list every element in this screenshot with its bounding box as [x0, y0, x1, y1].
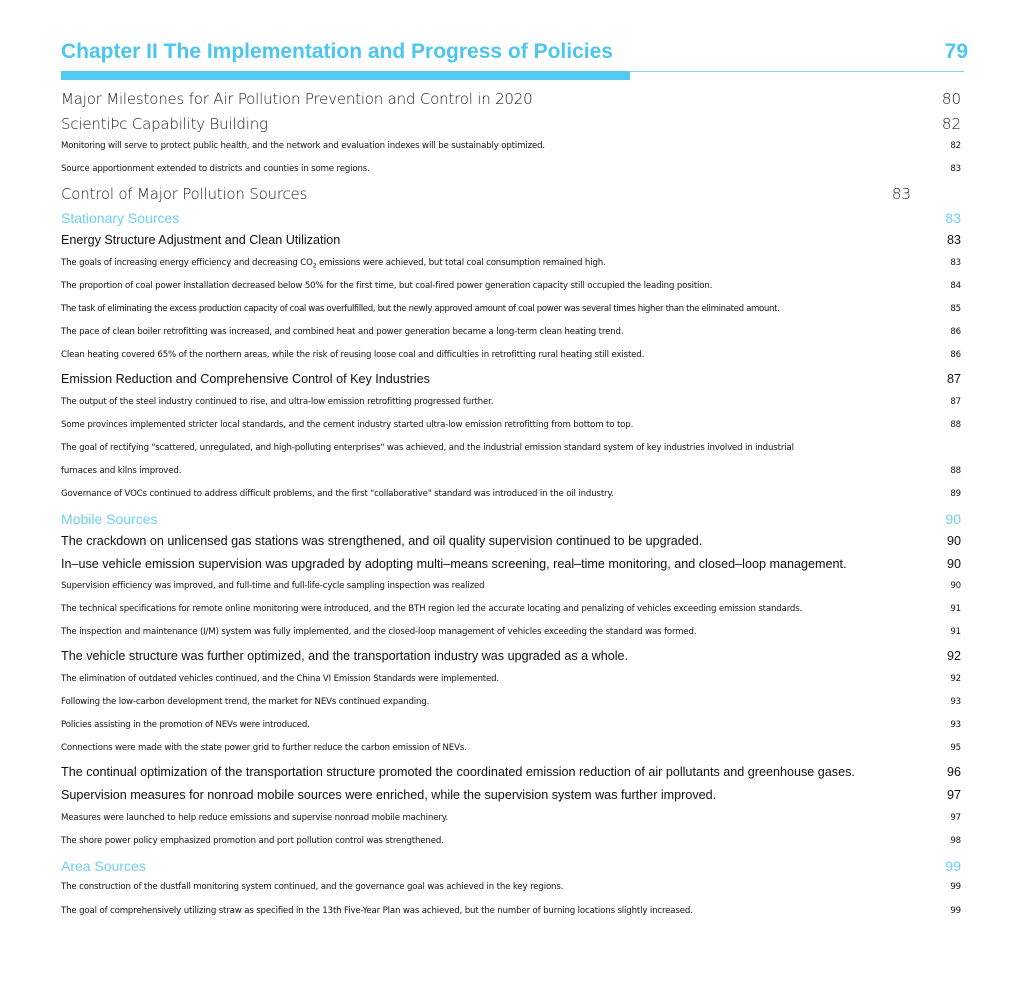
toc-entry-title: The construction of the dustfall monitoring system continued, and the governance goal was achieved in the key regions. — [61, 882, 564, 892]
toc-section-page: 83 — [945, 210, 961, 226]
toc-entry-title: Connections were made with the state power grid to further reduce the carbon emission of NEVs. — [61, 743, 467, 753]
toc-entry-item[interactable] — [61, 882, 961, 894]
toc-subsection-page: 92 — [946, 649, 961, 663]
toc-entry-item[interactable] — [61, 813, 961, 825]
toc-entry-item[interactable] — [61, 697, 961, 709]
toc-entry-title: The pace of clean boiler retrofitting was increased, and combined heat and power generation became a long-term clean heating trend. — [61, 327, 624, 337]
toc-entry-item[interactable] — [61, 720, 961, 732]
toc-subsection-title: The crackdown on unlicensed gas stations was strengthened, and oil quality supervision continued to be upgraded. — [61, 534, 703, 548]
toc-subsection-in-use-vehicles[interactable] — [61, 557, 961, 573]
toc-entry-title: Governance of VOCs continued to address difficult problems, and the first "collaborative" standard was introduced in the oil industry. — [61, 489, 614, 499]
toc-entry-page: 89 — [950, 489, 961, 499]
toc-entry-title: Measures were launched to help reduce emissions and supervise nonroad mobile machinery. — [61, 813, 449, 823]
toc-subsection-page: 87 — [946, 372, 961, 386]
toc-entry-page: 88 — [950, 466, 961, 476]
toc-entry-page: 99 — [950, 882, 961, 892]
toc-section-title: Mobile Sources — [61, 511, 158, 527]
toc-entry-item[interactable] — [61, 258, 961, 270]
toc-subsection-title: The vehicle structure was further optimized, and the transportation industry was upgraded as a whole. — [61, 649, 629, 663]
toc-subsection-gas-stations[interactable] — [61, 534, 961, 550]
toc-entry-page: 83 — [950, 164, 961, 174]
toc-entry-item[interactable] — [61, 397, 961, 409]
toc-entry-page: 83 — [891, 185, 911, 203]
toc-entry-item-line1[interactable] — [61, 443, 961, 455]
toc-entry-item[interactable] — [61, 906, 961, 918]
toc-subsection-title: In–use vehicle emission supervision was upgraded by adopting multi–means screening, real–time monitoring, and closed–loop management. — [61, 557, 847, 571]
toc-entry-page: 93 — [950, 720, 961, 730]
toc-subsection-title: Emission Reduction and Comprehensive Control of Key Industries — [61, 372, 430, 386]
toc-entry-title: Major Milestones for Air Pollution Prevention and Control in 2020 — [61, 90, 533, 108]
toc-subsection-vehicle-structure[interactable] — [61, 649, 961, 665]
toc-entry-item[interactable] — [61, 836, 961, 848]
toc-entry-page: 87 — [950, 397, 961, 407]
toc-entry-page: 82 — [941, 115, 961, 133]
toc-entry-title: The technical specifications for remote online monitoring were introduced, and the BTH region led the accurate locating and penalizing of vehicles exceeding emission standards. — [61, 604, 803, 614]
toc-entry-title-part: The goals of increasing energy efficiency and decreasing CO — [61, 258, 313, 268]
toc-entry-title: Following the low-carbon development trend, the market for NEVs continued expanding. — [61, 697, 430, 707]
toc-subsection-page: 90 — [946, 557, 961, 571]
toc-entry-title: Control of Major Pollution Sources — [61, 185, 308, 203]
header-rule-bar — [61, 71, 630, 80]
toc-section-mobile-sources[interactable] — [61, 511, 961, 529]
toc-entry-title — [61, 258, 606, 270]
toc-entry-title: Clean heating covered 65% of the northern areas, while the risk of reusing loose coal and difficulties in retrofitting rural heating still existed. — [61, 350, 645, 360]
toc-section-page: 99 — [945, 858, 961, 874]
toc-entry-page: 91 — [950, 627, 961, 637]
toc-entry-page: 99 — [950, 906, 961, 916]
chapter-page-number: 79 — [944, 40, 968, 63]
toc-entry-major-pollution-sources[interactable] — [61, 185, 911, 205]
toc-entry-item[interactable] — [61, 164, 961, 176]
toc-entry-page: 86 — [950, 350, 961, 360]
toc-entry-page: 88 — [950, 420, 961, 430]
toc-subsection-key-industries[interactable] — [61, 372, 961, 388]
toc-entry-major-milestones[interactable] — [61, 90, 961, 110]
toc-section-area-sources[interactable] — [61, 858, 961, 876]
toc-section-stationary-sources[interactable] — [61, 210, 961, 228]
toc-entry-title: The goal of rectifying "scattered, unregulated, and high-polluting enterprises" was achieved, and the industrial emission standard system of key industries involved in industrial — [61, 443, 794, 453]
toc-section-title: Area Sources — [61, 858, 146, 874]
toc-entry-page: 86 — [950, 327, 961, 337]
toc-subsection-transportation-structure[interactable] — [61, 765, 961, 781]
toc-entry-page: 83 — [950, 258, 961, 268]
toc-entry-title: Supervision efficiency was improved, and full-time and full-life-cycle sampling inspection was realized — [61, 581, 485, 591]
toc-entry-page: 95 — [950, 743, 961, 753]
toc-entry-page: 91 — [950, 604, 961, 614]
toc-entry-item-line2[interactable] — [61, 466, 961, 478]
toc-entry-title: Source apportionment extended to districts and counties in some regions. — [61, 164, 370, 174]
toc-section-page: 90 — [945, 511, 961, 527]
toc-subsection-nonroad-sources[interactable] — [61, 788, 961, 804]
toc-entry-title: furnaces and kilns improved. — [61, 466, 182, 476]
chapter-header — [61, 40, 968, 72]
toc-entry-scientific-capability[interactable] — [61, 115, 961, 135]
toc-entry-item[interactable] — [61, 350, 961, 362]
toc-entry-item[interactable] — [61, 581, 961, 593]
toc-entry-title-part: emissions were achieved, but total coal consumption remained high. — [316, 258, 606, 268]
toc-entry-page: 98 — [950, 836, 961, 846]
toc-entry-title: The task of eliminating the excess production capacity of coal was overfulfilled, but the newly approved amount of coal power was several times higher than the eliminated amount. — [61, 304, 780, 314]
toc-entry-item[interactable] — [61, 304, 961, 316]
toc-entry-title: Policies assisting in the promotion of NEVs were introduced. — [61, 720, 310, 730]
chapter-title: Chapter II The Implementation and Progress of Policies — [61, 40, 613, 63]
toc-section-title: Stationary Sources — [61, 210, 180, 226]
toc-entry-item[interactable] — [61, 743, 961, 755]
toc-subsection-page: 96 — [946, 765, 961, 779]
toc-entry-title: The shore power policy emphasized promotion and port pollution control was strengthened. — [61, 836, 444, 846]
toc-entry-item[interactable] — [61, 674, 961, 686]
toc-entry-title: Monitoring will serve to protect public health, and the network and evaluation indexes will be sustainably optimized. — [61, 141, 545, 151]
toc-entry-page: 82 — [950, 141, 961, 151]
toc-entry-page: 90 — [950, 581, 961, 591]
toc-subsection-page: 97 — [946, 788, 961, 802]
toc-entry-title: The elimination of outdated vehicles continued, and the China VI Emission Standards were implemented. — [61, 674, 499, 684]
toc-entry-item[interactable] — [61, 489, 961, 501]
toc-entry-title: The proportion of coal power installation decreased below 50% for the first time, but coal-fired power generation capacity still occupied the leading position. — [61, 281, 713, 291]
toc-entry-page: 85 — [950, 304, 961, 314]
toc-entry-item[interactable] — [61, 627, 961, 639]
toc-entry-item[interactable] — [61, 141, 961, 153]
toc-entry-page: 97 — [950, 813, 961, 823]
toc-subsection-title: Supervision measures for nonroad mobile sources were enriched, while the supervision system was further improved. — [61, 788, 717, 802]
toc-entry-page: 92 — [950, 674, 961, 684]
toc-entry-title: Some provinces implemented stricter local standards, and the cement industry started ultra-low emission retrofitting from bottom to top. — [61, 420, 634, 430]
toc-subsection-energy-structure[interactable] — [61, 233, 961, 249]
toc-subsection-page: 90 — [946, 534, 961, 548]
toc-entry-title: ScientiÞc Capability Building — [61, 115, 268, 133]
toc-subsection-title: Energy Structure Adjustment and Clean Utilization — [61, 233, 341, 247]
toc-entry-item[interactable] — [61, 281, 961, 293]
toc-entry-page: 80 — [941, 90, 961, 108]
toc-subsection-title: The continual optimization of the transportation structure promoted the coordinated emission reduction of air pollutants and greenhouse gases. — [61, 765, 855, 779]
co2-subscript: 2 — [312, 262, 317, 270]
toc-subsection-page: 83 — [946, 233, 961, 247]
toc-entry-item[interactable] — [61, 420, 961, 432]
toc-entry-title: The inspection and maintenance (I/M) system was fully implemented, and the closed-loop management of vehicles exceeding the standard was formed. — [61, 627, 697, 637]
toc-entry-page: 84 — [950, 281, 961, 291]
toc-entry-item[interactable] — [61, 327, 961, 339]
toc-entry-item[interactable] — [61, 604, 961, 616]
toc-entry-title: The goal of comprehensively utilizing straw as specified in the 13th Five-Year Plan was achieved, but the number of burning locations slightly increased. — [61, 906, 693, 916]
toc-entry-title: The output of the steel industry continued to rise, and ultra-low emission retrofitting progressed further. — [61, 397, 494, 407]
toc-entry-page: 93 — [950, 697, 961, 707]
